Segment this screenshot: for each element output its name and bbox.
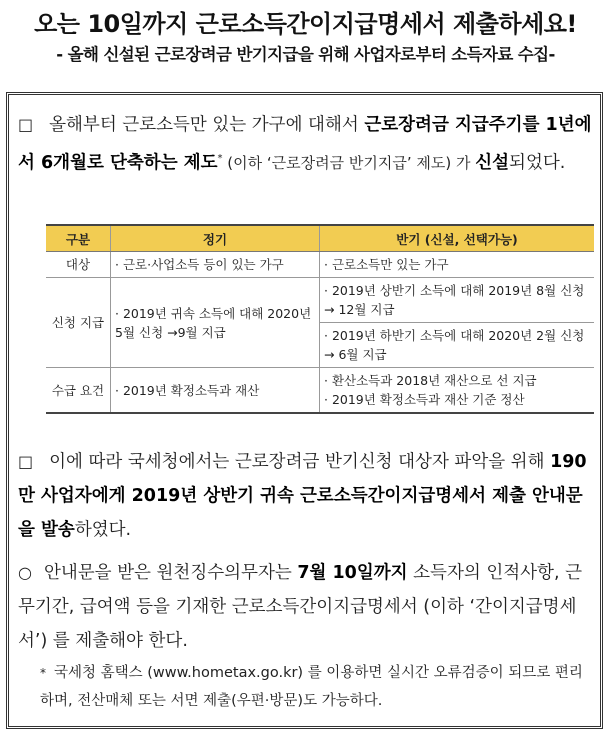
cell-regular: · 2019년 귀속 소득에 대해 2020년 5월 신청 →9월 지급	[111, 278, 320, 368]
p2-text-c: 하였다.	[74, 520, 132, 540]
page-title: 오는 10일까지 근로소득간이지급명세서 제출하세요!	[34, 10, 577, 38]
cell-regular: · 2019년 확정소득과 재산	[111, 368, 320, 414]
table-row	[46, 278, 594, 323]
p1-text-e: 되었다.	[509, 152, 566, 173]
cell-regular: · 근로·사업소득 등이 있는 가구	[111, 252, 320, 278]
p1-text-a: 올해부터 근로소득만 있는 가구에 대해서	[49, 115, 365, 135]
p1-text-new: 신설	[475, 152, 510, 173]
footnote-star-icon: *	[40, 666, 46, 680]
paragraph-2	[18, 445, 596, 547]
checkbox-bullet-icon: □	[18, 452, 34, 471]
cell-half: · 2019년 상반기 소득에 대해 2019년 8월 신청 → 12월 지급	[320, 278, 595, 323]
p1-footnote-mark: *	[217, 153, 223, 164]
footnote	[40, 659, 596, 715]
comparison-table	[46, 224, 594, 414]
row-label: 대상	[46, 252, 111, 278]
page-subtitle: - 올해 신설된 근로장려금 반기지급을 위해 사업자로부터 소득자료 수집-	[56, 45, 555, 64]
paragraph-3	[18, 556, 598, 658]
p3-text-a: 안내문을 받은 원천징수의무자는	[43, 563, 298, 583]
footnote-text: 국세청 홈택스 (www.hometax.go.kr) 를 이용하면 실시간 오류검증이 되므로 편리하며, 전산매체 또는 서면 제출(우편·방문)도 가능하다.	[40, 665, 583, 709]
p1-text-c: (이하 ‘근로장려금 반기지급’ 제도) 가	[222, 153, 476, 172]
table-header: 반기 (신설, 선택가능)	[320, 225, 595, 252]
row-label: 신청 지급	[46, 278, 111, 368]
table-row	[46, 252, 594, 278]
p2-text-bold: 190만 사업자에게 2019년 상반기 귀속 근로소득간이지급명세서 제출 안내문을 발송	[18, 452, 587, 540]
cell-half: · 근로소득만 있는 가구	[320, 252, 595, 278]
table-header: 정기	[111, 225, 320, 252]
table-row	[46, 368, 594, 414]
p2-text-a: 이에 따라 국세청에서는 근로장려금 반기신청 대상자 파악을 위해	[49, 452, 551, 472]
cell-half	[320, 368, 595, 414]
table-header: 구분	[46, 225, 111, 252]
checkbox-bullet-icon: □	[18, 115, 34, 134]
p3-text-bold: 7월 10일까지	[297, 563, 408, 583]
p3-text-c: 소득자의 인적사항, 근무기간, 급여액 등을 기재한 근로소득간이지급명세서 (이하 ‘간이지급명세서’) 를 제출해야 한다.	[18, 563, 582, 651]
cell-line: · 2019년 확정소득과 재산 기준 정산	[324, 392, 525, 407]
p1-text-bold: 근로장려금 지급주기를 1년에서 6개월로 단축하는 제도	[18, 115, 592, 173]
cell-line: · 환산소득과 2018년 재산으로 선 지급	[324, 373, 537, 388]
row-label: 수급 요건	[46, 368, 111, 414]
paragraph-1	[18, 108, 596, 180]
circle-bullet-icon: ○	[18, 563, 32, 582]
cell-half: · 2019년 하반기 소득에 대해 2020년 2월 신청 → 6월 지급	[320, 323, 595, 368]
table-header-row	[46, 225, 594, 252]
